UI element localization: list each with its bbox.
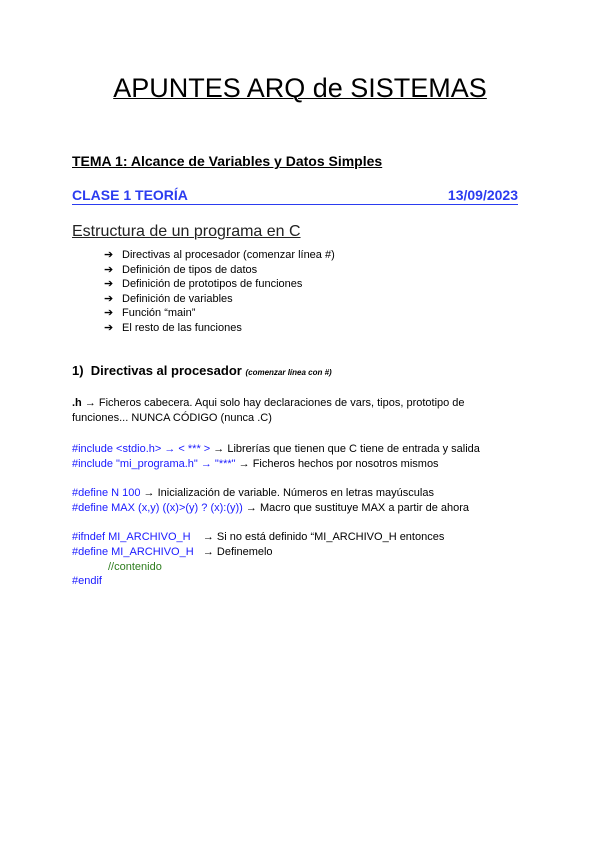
- explanation: → Si no está definido “MI_ARCHIVO_H entonces: [190, 531, 445, 543]
- comment-line: //contenido: [108, 561, 162, 573]
- define-line: [72, 486, 434, 500]
- list-item-text: Función “main”: [122, 307, 196, 319]
- list-item-text: El resto de las funciones: [122, 322, 242, 334]
- document-title: APUNTES ARQ de SISTEMAS: [113, 73, 487, 103]
- arrow-icon: ➔: [104, 322, 114, 334]
- clase-heading: [72, 186, 518, 205]
- arrow-icon: ➔: [104, 293, 114, 305]
- explanation: → Librerías que tienen que C tiene de entrada y salida: [210, 443, 480, 455]
- clase-label: CLASE 1 TEORÍA: [72, 187, 188, 203]
- clase-date: 13/09/2023: [447, 187, 518, 203]
- h-extension: .h: [72, 397, 82, 409]
- code: #define MI_ARCHIVO_H: [72, 546, 194, 558]
- section-number: 1): [72, 363, 84, 378]
- arrow-icon: ➔: [104, 307, 114, 319]
- estructura-heading: Estructura de un programa en C: [72, 223, 301, 240]
- list-item-text: Directivas al procesador (comenzar línea #): [122, 249, 335, 261]
- guard-line: [72, 530, 444, 544]
- guard-line: [72, 545, 273, 559]
- arrow-icon: ➔: [104, 264, 114, 276]
- section-title: Directivas al procesador: [90, 363, 242, 378]
- h-paragraph-line-1: [72, 396, 465, 410]
- section-1-heading: [72, 362, 332, 381]
- h-text: → Ficheros cabecera. Aqui solo hay declaraciones de vars, tipos, prototipo de: [81, 397, 465, 409]
- explanation: → Ficheros hechos por nosotros mismos: [235, 458, 439, 470]
- include-line: [72, 457, 439, 471]
- arrow-icon: ➔: [104, 278, 114, 290]
- list-item-text: Definición de variables: [122, 293, 233, 305]
- list-item: [104, 321, 242, 335]
- code: #ifndef MI_ARCHIVO_H: [72, 531, 191, 543]
- h-paragraph-line-2: funciones... NUNCA CÓDIGO (nunca .C): [72, 412, 272, 424]
- define-line: [72, 501, 469, 515]
- explanation: → Inicialización de variable. Números en letras mayúsculas: [140, 487, 434, 499]
- list-item: [104, 263, 258, 277]
- section-note: (comenzar línea con #): [245, 368, 332, 377]
- list-item: [104, 306, 196, 320]
- list-item: [104, 277, 303, 291]
- code: #include "mi_programa.h" → "***": [72, 458, 236, 470]
- code: #include <stdio.h> → < *** >: [72, 443, 211, 455]
- list-item-text: Definición de tipos de datos: [122, 264, 258, 276]
- endif-line: #endif: [72, 575, 102, 587]
- code: #define N 100: [72, 487, 141, 499]
- arrow-icon: ➔: [104, 249, 114, 261]
- explanation: → Macro que sustituye MAX a partir de ahora: [242, 502, 470, 514]
- include-line: [72, 442, 480, 456]
- tema-heading: TEMA 1: Alcance de Variables y Datos Simples: [72, 153, 383, 169]
- list-item: [104, 292, 233, 306]
- list-item: [104, 248, 335, 262]
- list-item-text: Definición de prototipos de funciones: [122, 278, 303, 290]
- explanation: → Definemelo: [193, 546, 273, 558]
- code: #define MAX (x,y) ((x)>(y) ? (x):(y)): [72, 502, 243, 514]
